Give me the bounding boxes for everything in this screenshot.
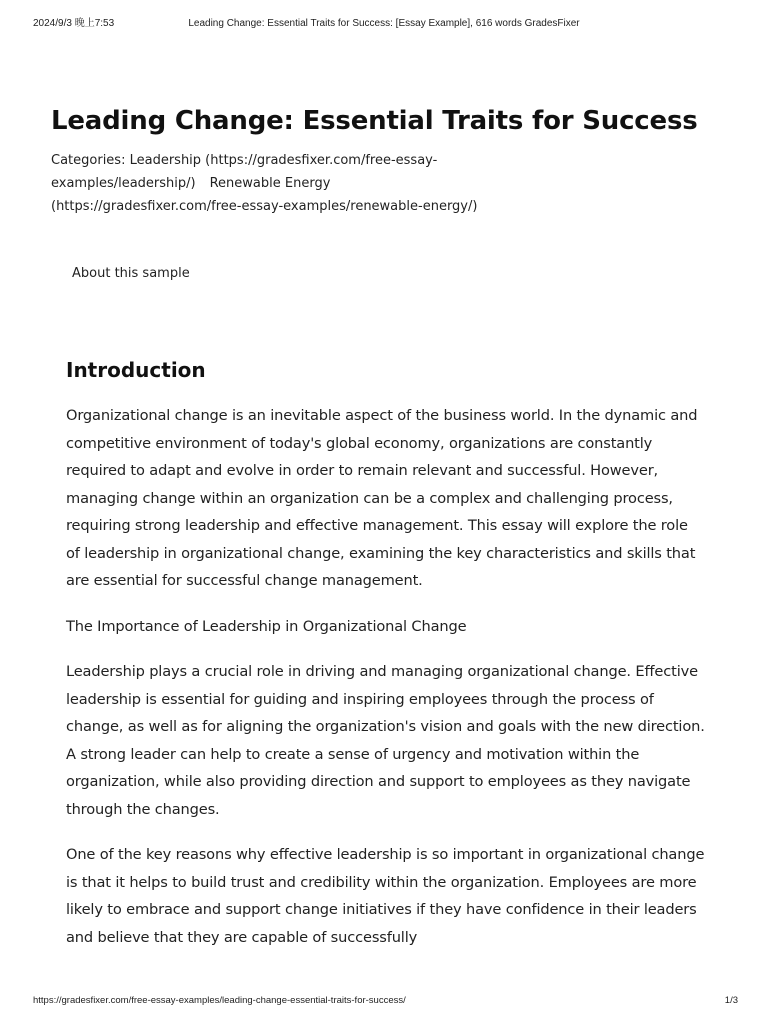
print-page-title: Leading Change: Essential Traits for Success: [Essay Example], 616 words GradesFixer <box>188 18 580 29</box>
categories <box>51 149 481 218</box>
category-link-leadership[interactable]: Leadership (https://gradesfixer.com/free-essay-examples/leadership/) <box>51 153 438 191</box>
paragraph-trust-credibility: One of the key reasons why effective leadership is so important in organizational change is that it helps to build trust and credibility within the organization. Employees are more likely to embrace and support change initiatives if they have confidence in their leaders and believe that they are capable of successfully <box>66 846 705 946</box>
introduction-paragraph: Organizational change is an inevitable aspect of the business world. In the dynamic and competitive environment of today's global economy, organizations are constantly required to adapt and evolve in order to remain relevant and successful. However, managing change within an organization can be a complex and challenging process, requiring strong leadership and effective management. This essay will explore the role of leadership in organizational change, examining the key characteristics and skills that are essential for successful change management. <box>66 407 698 589</box>
essay-content <box>66 352 706 969</box>
print-header <box>0 17 768 31</box>
print-footer <box>0 994 768 1008</box>
essay-title: Leading Change: Essential Traits for Success <box>51 106 698 136</box>
paragraph-leadership-role: Leadership plays a crucial role in driving and managing organizational change. Effective leadership is essential for guiding and inspiring employees through the process of change, as well as for aligning the organization's vision and goals with the new direction. A strong leader can help to create a sense of urgency and motivation within the organization, while also providing direction and support to employees as they navigate through the changes. <box>66 663 705 818</box>
section-subheading: The Importance of Leadership in Organizational Change <box>66 617 467 635</box>
categories-label: Categories: <box>51 153 126 168</box>
print-date: 2024/9/3 晚上7:53 <box>33 18 115 29</box>
category-link-renewable-energy[interactable]: Renewable Energy (https://gradesfixer.com/free-essay-examples/renewable-energy/) <box>51 176 478 214</box>
print-page-number: 1/3 <box>724 995 738 1006</box>
print-url: https://gradesfixer.com/free-essay-examples/leading-change-essential-traits-for-success/ <box>33 995 406 1006</box>
about-this-sample[interactable]: About this sample <box>72 266 190 281</box>
introduction-heading: Introduction <box>66 358 206 382</box>
